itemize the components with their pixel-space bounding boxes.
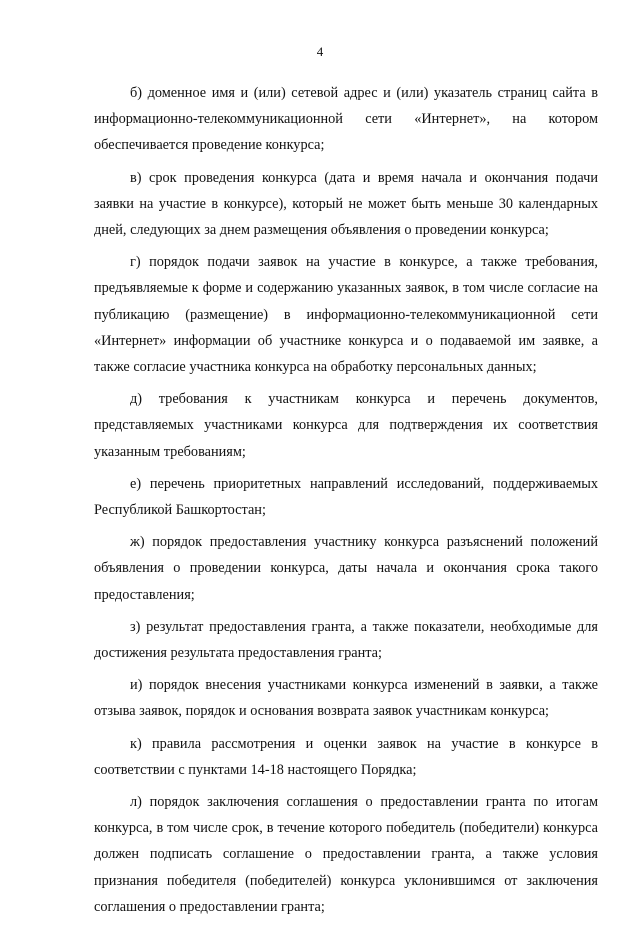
paragraph-z: з) результат предоставления гранта, а также показатели, необходимые для достижения результата предоставления гранта; [94, 618, 598, 662]
page-number: 4 [316, 44, 324, 59]
paragraph-k: к) правила рассмотрения и оценки заявок на участие в конкурсе в соответствии с пунктами 14-18 настоящего Порядка; [94, 735, 598, 778]
paragraph-i: и) порядок внесения участниками конкурса изменений в заявки, а также отзыва заявок, порядок и основания возврата заявок участникам конкурса; [94, 677, 598, 720]
paragraph-zh: ж) порядок предоставления участнику конкурса разъяснений положений объявления о проведении конкурса, даты начала и окончания срока такого предоставления; [94, 534, 598, 603]
paragraph-d: д) требования к участникам конкурса и перечень документов, представляемых участниками конкурса для подтверждения их соответствия указанным требованиям; [94, 391, 598, 460]
paragraph-l: л) порядок заключения соглашения о предоставлении гранта по итогам конкурса, в том числе срок, в течение которого победитель (победители) конкурса должен подписать соглашение о предоставлении гранта, а также условия признания победителя (победителей) конкурса уклонившимся от заключения соглашения о предоставлении гранта; [94, 794, 598, 915]
paragraph-g: г) порядок подачи заявок на участие в конкурсе, а также требования, предъявляемые к форме и содержанию указанных заявок, в том числе согласие на публикацию (размещение) в информационно-телекоммуникационной сети «Интернет» информации об участнике конкурса и о подаваемой им заявке, а также согласие участника конкурса на обработку персональных данных; [94, 254, 598, 376]
document-body [94, 80, 598, 926]
paragraph-e: е) перечень приоритетных направлений исследований, поддерживаемых Республикой Башкортостан; [94, 475, 598, 519]
paragraph-b: б) доменное имя и (или) сетевой адрес и (или) указатель страниц сайта в информационно-телекоммуникационной сети «Интернет», на котором обеспечивается проведение конкурса; [94, 85, 598, 154]
paragraph-v: в) срок проведения конкурса (дата и время начала и окончания подачи заявки на участие в конкурсе), который не может быть меньше 30 календарных дней, следующих за днем размещения объявления о проведении конкурса; [94, 169, 598, 239]
